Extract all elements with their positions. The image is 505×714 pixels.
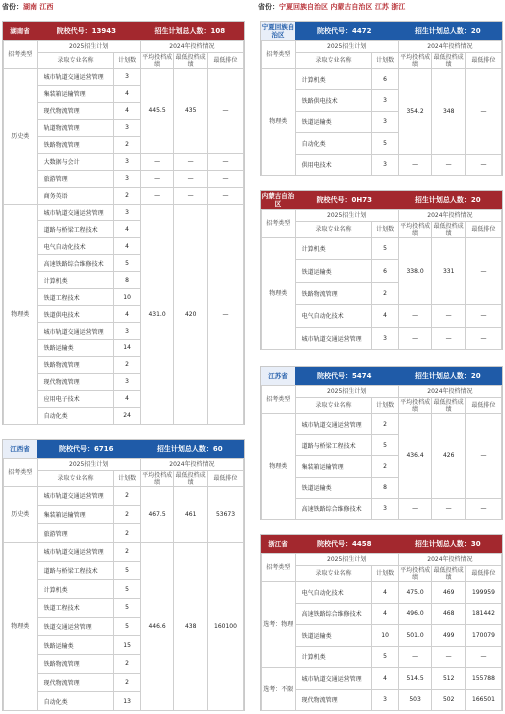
table-row [262,305,502,327]
province-values: 宁夏回族自治区 内蒙古自治区 江苏 浙江 [279,3,406,11]
plan-cell: 14 [114,340,140,357]
table-row [262,646,502,668]
school-code: 院校代号：4458 [317,540,372,548]
province-name: 内蒙古自治区 [261,192,295,208]
min-rank-cell: 155788 [465,668,501,690]
avg-score-cell: 467.5 [140,487,174,543]
plan-cell: 2 [372,456,398,477]
avg-score-cell: — [398,498,432,519]
card-jiangxi [2,439,245,711]
major-cell: 铁路供电技术 [295,90,372,111]
min-rank-cell: 53673 [207,487,243,543]
min-score-cell: 438 [174,542,208,710]
min-rank-cell: — [465,238,501,305]
major-cell: 商务英语 [37,187,114,204]
min-score-cell: — [174,153,208,170]
col-plan: 计划数 [372,222,398,238]
col-category: 招考类型 [262,210,296,238]
avg-score-cell: 514.5 [398,668,432,690]
school-code: 院校代号：13943 [56,27,116,35]
plan-cell: 5 [114,561,140,580]
min-score-cell: — [432,305,466,327]
col-plan: 计划数 [114,471,140,487]
province-name: 江西省 [3,440,37,458]
major-cell: 现代物流管理 [295,689,372,711]
plan-cell: 5 [372,435,398,456]
card-frame [260,190,503,350]
plan-cell: 3 [372,498,398,519]
col-enroll-2024: 2024年投档情况 [398,41,501,53]
major-cell: 自动化类 [295,133,372,154]
major-cell: 旅游管理 [37,170,114,187]
col-plan-2025: 2025招生计划 [37,459,140,471]
plan-total: 招生计划总人数：30 [414,540,481,548]
avg-score-cell: 436.4 [398,414,432,499]
col-rank: 最低排位 [465,398,501,414]
avg-score-cell: — [140,187,174,204]
min-score-cell: — [174,187,208,204]
admission-table [261,385,502,520]
col-plan-2025: 2025招生计划 [295,554,398,566]
major-cell: 集装箱运输管理 [37,85,114,102]
card-neimenggu [260,190,503,350]
plan-cell: 2 [114,187,140,204]
province-label: 省份： [2,3,23,11]
major-cell: 集装箱运输管理 [295,456,372,477]
min-rank-cell: 170079 [465,625,501,647]
min-score-cell: — [432,154,466,175]
plan-cell: 3 [114,204,140,221]
major-cell: 铁路运输类 [37,636,114,655]
major-cell: 计算机类 [37,580,114,599]
min-score-cell: 468 [432,603,466,625]
major-cell: 铁路物流管理 [37,136,114,153]
min-rank-cell: 166501 [465,689,501,711]
plan-cell: 5 [114,617,140,636]
major-cell: 铁道运输类 [295,625,372,647]
plan-cell: 4 [114,102,140,119]
major-cell: 自动化类 [37,407,114,424]
table-row [262,327,502,349]
major-cell: 高速铁路综合维修技术 [37,255,114,272]
major-cell: 城市轨道交通运营管理 [37,204,114,221]
col-min: 最低投档成绩 [433,398,464,413]
card-header [3,440,244,458]
category-cell: 物理类 [262,238,296,350]
card-header [3,22,244,40]
table-row [262,582,502,604]
col-min: 最低投档成绩 [433,566,464,581]
plan-cell: 8 [114,272,140,289]
min-score-cell: 331 [432,238,466,305]
col-major: 录取专业名称 [295,398,372,414]
plan-cell: 5 [372,238,398,260]
plan-cell: 8 [372,477,398,498]
col-category: 招考类型 [262,41,296,69]
category-cell: 选考：不限 [262,668,296,711]
major-cell: 城市轨道交通运营管理 [37,69,114,86]
col-plan: 计划数 [372,566,398,582]
avg-score-cell: — [398,327,432,349]
card-header [261,535,502,553]
major-cell: 铁道工程技术 [37,289,114,306]
province-name: 宁夏回族自治区 [261,23,295,39]
col-category: 招考类型 [4,41,38,69]
plan-cell: 3 [372,689,398,711]
col-avg: 平均投档成绩 [142,53,173,68]
min-rank-cell: 199959 [465,582,501,604]
plan-cell: 2 [114,673,140,692]
card-header [261,22,502,40]
plan-cell: 2 [114,505,140,524]
table-row [262,414,502,435]
plan-cell: 4 [114,390,140,407]
min-rank-cell: — [465,498,501,519]
major-cell: 道路与桥梁工程技术 [37,561,114,580]
table-row [262,625,502,647]
col-category: 招考类型 [262,554,296,582]
major-cell: 城市轨道交通运营管理 [37,542,114,561]
major-cell: 高速铁路综合维修技术 [295,603,372,625]
table-row [262,69,502,90]
table-row [262,668,502,690]
col-avg: 平均投档成绩 [400,566,431,581]
col-major: 录取专业名称 [295,566,372,582]
plan-cell: 13 [114,692,140,711]
card-frame [260,21,503,176]
plan-cell: 6 [372,260,398,282]
province-name: 江苏省 [261,367,295,385]
min-score-cell: 426 [432,414,466,499]
avg-score-cell: 503 [398,689,432,711]
col-major: 录取专业名称 [295,53,372,69]
card-frame [2,21,245,425]
major-cell: 铁道交通运营管理 [37,617,114,636]
plan-cell: 10 [114,289,140,306]
avg-score-cell: — [398,646,432,668]
major-cell: 旅游管理 [37,524,114,543]
col-enroll-2024: 2024年投档情况 [140,41,243,53]
avg-score-cell: 338.0 [398,238,432,305]
min-rank-cell: — [207,170,243,187]
card-frame [260,534,503,711]
plan-total: 招生计划总人数：20 [414,372,481,380]
col-plan-2025: 2025招生计划 [295,41,398,53]
table-row [4,170,244,187]
plan-cell: 5 [114,598,140,617]
province-values: 湖南 江西 [23,3,54,11]
card-header [261,191,502,209]
admission-table [3,458,244,711]
min-rank-cell: — [207,204,243,424]
plan-cell: 4 [114,306,140,323]
col-rank: 最低排位 [465,222,501,238]
plan-cell: 4 [114,238,140,255]
min-score-cell: 420 [174,204,208,424]
major-cell: 铁路物流管理 [37,356,114,373]
plan-cell: 3 [114,373,140,390]
admission-table [261,209,502,350]
plan-cell: 4 [114,221,140,238]
major-cell: 铁道运输类 [295,111,372,132]
major-cell: 电气自动化技术 [37,238,114,255]
major-cell: 轨道物流管理 [37,119,114,136]
col-rank: 最低排位 [207,471,243,487]
plan-cell: 4 [372,582,398,604]
category-cell: 选考：物理 [262,582,296,668]
plan-total: 招生计划总人数：20 [414,27,481,35]
table-row [4,204,244,221]
col-major: 录取专业名称 [37,471,114,487]
avg-score-cell: — [398,154,432,175]
min-score-cell: 512 [432,668,466,690]
min-score-cell: 435 [174,69,208,154]
major-cell: 城市轨道交通运营管理 [37,487,114,506]
col-rank: 最低排位 [465,53,501,69]
min-rank-cell: — [465,305,501,327]
admission-table [261,40,502,176]
avg-score-cell: 501.0 [398,625,432,647]
major-cell: 电气自动化技术 [295,582,372,604]
card-ningxia [260,21,503,176]
table-row [262,603,502,625]
col-plan-2025: 2025招生计划 [295,210,398,222]
plan-cell: 2 [372,414,398,435]
col-major: 录取专业名称 [295,222,372,238]
plan-cell: 2 [114,654,140,673]
plan-cell: 3 [114,323,140,340]
right-province-line [258,2,405,12]
major-cell: 现代物流管理 [37,102,114,119]
table-row [4,69,244,86]
avg-score-cell: 431.0 [140,204,174,424]
plan-total: 招生计划总人数：60 [156,445,223,453]
min-rank-cell: — [465,154,501,175]
plan-cell: 3 [372,327,398,349]
avg-score-cell: — [398,305,432,327]
min-rank-cell: — [465,646,501,668]
major-cell: 铁道运输类 [295,477,372,498]
min-rank-cell: — [207,153,243,170]
table-row [262,154,502,175]
major-cell: 铁道工程技术 [37,598,114,617]
plan-cell: 3 [114,153,140,170]
table-row [4,542,244,561]
plan-cell: 4 [372,668,398,690]
major-cell: 道路与桥梁工程技术 [295,435,372,456]
major-cell: 道路与桥梁工程技术 [37,221,114,238]
admission-table [3,40,244,425]
avg-score-cell: 445.5 [140,69,174,154]
table-row [262,498,502,519]
card-hunan [2,21,245,425]
col-min: 最低投档成绩 [433,53,464,68]
plan-cell: 3 [114,170,140,187]
major-cell: 铁路物流管理 [295,282,372,304]
avg-score-cell: 475.0 [398,582,432,604]
plan-cell: 4 [372,603,398,625]
major-cell: 大数据与会计 [37,153,114,170]
table-row [4,187,244,204]
table-row [262,689,502,711]
plan-cell: 5 [114,255,140,272]
major-cell: 计算机类 [295,238,372,260]
major-cell: 铁道运输类 [295,260,372,282]
admission-table [261,553,502,711]
table-row [4,153,244,170]
plan-cell: 2 [114,524,140,543]
col-rank: 最低排位 [465,566,501,582]
min-score-cell: — [174,170,208,187]
min-rank-cell: — [465,414,501,499]
plan-cell: 3 [372,90,398,111]
major-cell: 高速铁路综合维修技术 [295,498,372,519]
col-avg: 平均投档成绩 [142,471,173,486]
category-cell: 物理类 [262,414,296,520]
major-cell: 城市轨道交通运营管理 [295,327,372,349]
col-category: 招考类型 [4,459,38,487]
plan-cell: 24 [114,407,140,424]
col-min: 最低投档成绩 [433,222,464,237]
school-code: 院校代号：6716 [59,445,114,453]
min-score-cell: 502 [432,689,466,711]
col-avg: 平均投档成绩 [400,53,431,68]
card-header [261,367,502,385]
plan-cell: 15 [114,636,140,655]
col-plan-2025: 2025招生计划 [295,386,398,398]
major-cell: 城市轨道交通运营管理 [295,414,372,435]
category-cell: 历史类 [4,69,38,205]
major-cell: 铁路运输类 [37,340,114,357]
plan-cell: 5 [372,133,398,154]
plan-total: 招生计划总人数：108 [154,27,226,35]
category-cell: 物理类 [4,204,38,424]
plan-cell: 10 [372,625,398,647]
major-cell: 自动化类 [37,692,114,711]
plan-cell: 3 [114,119,140,136]
col-enroll-2024: 2024年投档情况 [398,386,501,398]
table-row [4,487,244,506]
col-min: 最低投档成绩 [175,53,206,68]
province-name: 湖南省 [10,27,30,35]
min-score-cell: 348 [432,69,466,155]
plan-cell: 2 [114,542,140,561]
avg-score-cell: — [140,170,174,187]
col-avg: 平均投档成绩 [400,398,431,413]
major-cell: 铁路物流管理 [37,654,114,673]
major-cell: 现代物流管理 [37,373,114,390]
col-plan-2025: 2025招生计划 [37,41,140,53]
col-avg: 平均投档成绩 [400,222,431,237]
min-rank-cell: 160100 [207,542,243,710]
category-cell: 物理类 [262,69,296,176]
col-enroll-2024: 2024年投档情况 [398,210,501,222]
plan-cell: 3 [372,111,398,132]
plan-cell: 2 [114,356,140,373]
school-code: 院校代号：5474 [317,372,372,380]
major-cell: 供用电技术 [295,154,372,175]
card-jiangsu [260,366,503,520]
plan-cell: 5 [114,580,140,599]
avg-score-cell: — [140,153,174,170]
col-category: 招考类型 [262,386,296,414]
major-cell: 铁道供电技术 [37,306,114,323]
plan-cell: 3 [372,154,398,175]
province-label: 省份： [258,3,279,11]
major-cell: 现代物流管理 [37,673,114,692]
plan-total: 招生计划总人数：20 [414,196,481,204]
plan-cell: 4 [372,305,398,327]
min-score-cell: — [432,498,466,519]
min-score-cell: 469 [432,582,466,604]
plan-cell: 6 [372,69,398,90]
card-zhejiang [260,534,503,711]
plan-cell: 4 [114,85,140,102]
col-major: 录取专业名称 [37,53,114,69]
min-rank-cell: — [465,327,501,349]
min-rank-cell: — [465,69,501,155]
plan-cell: 3 [114,69,140,86]
avg-score-cell: 496.0 [398,603,432,625]
min-score-cell: 499 [432,625,466,647]
major-cell: 电气自动化技术 [295,305,372,327]
major-cell: 集装箱运输管理 [37,505,114,524]
province-name: 浙江省 [268,540,288,548]
plan-cell: 2 [114,487,140,506]
major-cell: 城市轨道交通运营管理 [295,668,372,690]
plan-cell: 5 [372,646,398,668]
school-code: 院校代号：0H73 [316,196,373,204]
left-province-line [2,2,53,12]
col-min: 最低投档成绩 [175,471,206,486]
min-score-cell: 461 [174,487,208,543]
category-cell: 历史类 [4,487,38,543]
min-score-cell: — [432,646,466,668]
category-cell: 物理类 [4,542,38,710]
col-plan: 计划数 [114,53,140,69]
table-row [262,238,502,260]
school-code: 院校代号：4472 [317,27,372,35]
min-score-cell: — [432,327,466,349]
major-cell: 应用电子技术 [37,390,114,407]
plan-cell: 2 [372,282,398,304]
min-rank-cell: 181442 [465,603,501,625]
major-cell: 计算机类 [295,69,372,90]
col-enroll-2024: 2024年投档情况 [140,459,243,471]
col-plan: 计划数 [372,398,398,414]
major-cell: 计算机类 [295,646,372,668]
col-plan: 计划数 [372,53,398,69]
plan-cell: 2 [114,136,140,153]
avg-score-cell: 446.6 [140,542,174,710]
card-frame [260,366,503,520]
min-rank-cell: — [207,69,243,154]
avg-score-cell: 354.2 [398,69,432,155]
col-enroll-2024: 2024年投档情况 [398,554,501,566]
major-cell: 城市轨道交通运营管理 [37,323,114,340]
major-cell: 计算机类 [37,272,114,289]
card-frame [2,439,245,711]
col-rank: 最低排位 [207,53,243,69]
min-rank-cell: — [207,187,243,204]
